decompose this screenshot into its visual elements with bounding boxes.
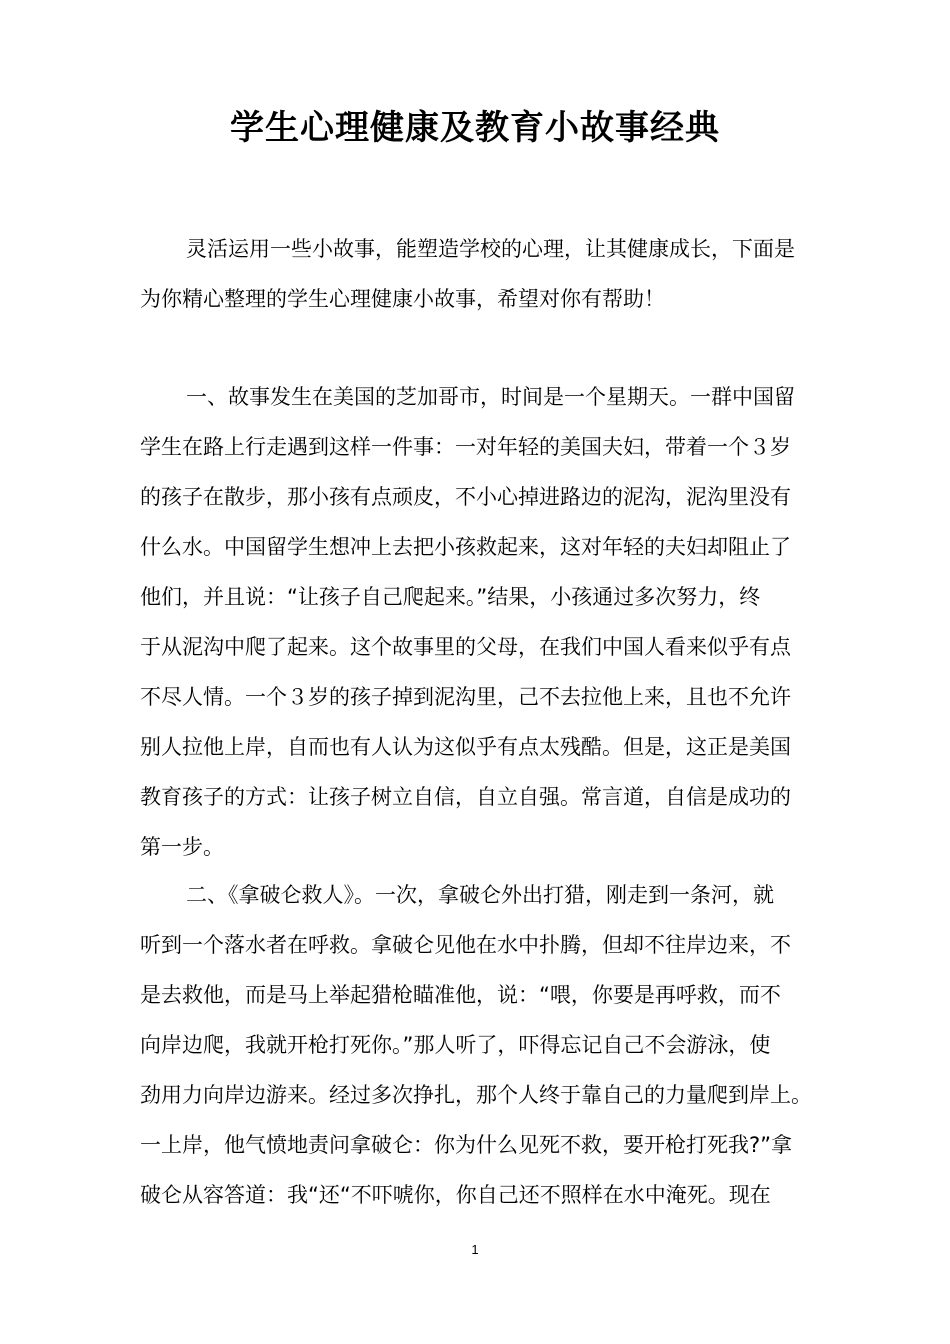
story2-line-7: 破仑从容答道：我“还“不吓唬你，你自己还不照样在水中淹死。现在	[140, 1183, 771, 1207]
story2-line-2: 听到一个落水者在呼救。拿破仑见他在水中扑腾，但却不往岸边来，不	[140, 933, 791, 957]
story1-line-10: 第一步。	[140, 835, 224, 859]
story1-line-9: 教育孩子的方式：让孩子树立自信，自立自强。常言道，自信是成功的	[140, 785, 791, 809]
document-title: 学生心理健康及教育小故事经典	[230, 108, 720, 148]
story2-line-3: 是去救他，而是马上举起猎枪瞄准他，说：“喂，你要是再呼救，而不	[140, 983, 781, 1007]
page-number: 1	[471, 1242, 479, 1257]
story1-line-3: 的孩子在散步，那小孩有点顽皮，不小心掉进路边的泥沟，泥沟里没有	[140, 485, 791, 509]
story2-line-5: 劲用力向岸边游来。经过多次挣扎，那个人终于靠自己的力量爬到岸上。	[140, 1083, 812, 1107]
story1-line-4: 什么水。中国留学生想冲上去把小孩救起来，这对年轻的夫妇却阻止了	[140, 535, 791, 559]
story1-line-6: 于从泥沟中爬了起来。这个故事里的父母，在我们中国人看来似乎有点	[140, 635, 791, 659]
story1-line-1: 一、故事发生在美国的芝加哥市，时间是一个星期天。一群中国留	[186, 385, 795, 409]
story2-line-6: 一上岸，他气愤地责问拿破仑：你为什么见死不救，要开枪打死我?”拿	[140, 1133, 793, 1157]
story2-line-1: 二、《拿破仑救人》。一次，拿破仑外出打猎，刚走到一条河，就	[186, 883, 774, 907]
story1-line-2: 学生在路上行走遇到这样一件事：一对年轻的美国夫妇，带着一个３岁	[140, 435, 791, 459]
story1-line-5: 他们，并且说：“让孩子自己爬起来。”结果，小孩通过多次努力，终	[140, 585, 761, 609]
story1-line-8: 别人拉他上岸，自而也有人认为这似乎有点太残酷。但是，这正是美国	[140, 735, 791, 759]
story2-line-4: 向岸边爬，我就开枪打死你。”那人听了，吓得忘记自己不会游泳，使	[140, 1033, 771, 1057]
intro-line-1: 灵活运用一些小故事，能塑造学校的心理，让其健康成长，下面是	[186, 237, 795, 261]
story1-line-7: 不尽人情。一个３岁的孩子掉到泥沟里，己不去拉他上来，且也不允许	[140, 685, 791, 709]
intro-line-2: 为你精心整理的学生心理健康小故事，希望对你有帮助！	[140, 287, 665, 311]
